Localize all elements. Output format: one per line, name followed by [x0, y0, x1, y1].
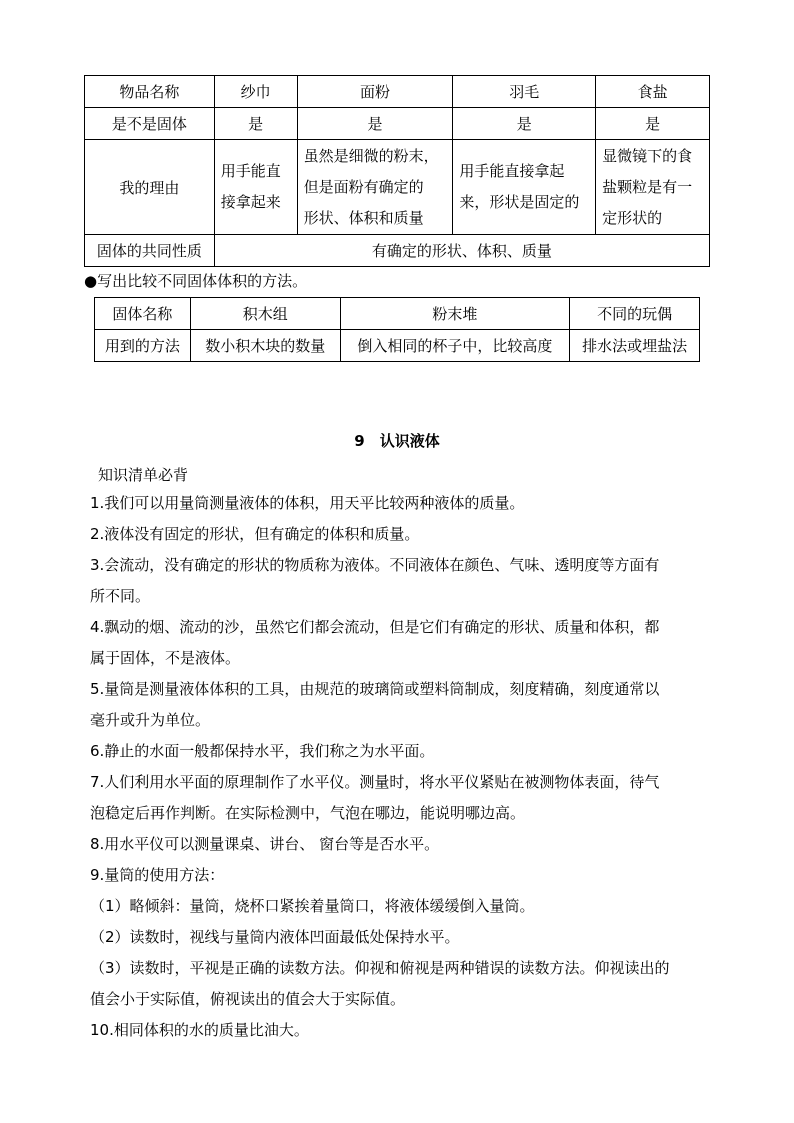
- table-cell: [596, 140, 710, 235]
- list-item: 8.用水平仪可以测量课桌、讲台、 窗台等是否水平。: [90, 835, 440, 853]
- knowledge-list: [90, 488, 705, 1046]
- table-cell: 排水法或埋盐法: [570, 330, 700, 362]
- header-cell: 食盐: [596, 76, 710, 108]
- table-cell: 是: [214, 108, 297, 140]
- table-row: [85, 235, 710, 267]
- list-item: 毫升或升为单位。: [90, 711, 211, 729]
- header-cell: 积木组: [190, 298, 340, 330]
- list-item: 属于固体，不是液体。: [90, 649, 241, 667]
- header-cell: 纱巾: [214, 76, 297, 108]
- table-cell: 数小积木块的数量: [190, 330, 340, 362]
- table-cell: [214, 140, 297, 235]
- section-subtitle: 知识清单必背: [98, 466, 189, 484]
- cell-line: 但是面粉有确定的: [303, 177, 424, 196]
- list-item: （3）读数时，平视是正确的读数方法。仰视和俯视是两种错误的读数方法。仰视读出的: [90, 959, 670, 977]
- table-cell: 是: [297, 108, 453, 140]
- list-item: （2）读数时，视线与量筒内液体凹面最低处保持水平。: [90, 928, 460, 946]
- table-row: [85, 108, 710, 140]
- cell-line: 虽然是细微的粉末，: [303, 146, 439, 165]
- list-item: 10.相同体积的水的质量比油大。: [90, 1021, 309, 1039]
- table-cell: 我的理由: [85, 140, 215, 235]
- cell-line: 接拿起来: [220, 193, 281, 211]
- list-item: 3.会流动，没有确定的形状的物质称为液体。不同液体在颜色、气味、透明度等方面有: [90, 556, 660, 574]
- table-cell: [297, 140, 453, 235]
- table-cell: 是不是固体: [85, 108, 215, 140]
- list-item: 1.我们可以用量筒测量液体的体积，用天平比较两种液体的质量。: [90, 494, 525, 512]
- cell-line: 定形状的: [602, 208, 663, 227]
- list-item: 6.静止的水面一般都保持水平，我们称之为水平面。: [90, 742, 435, 760]
- table-cell: 用到的方法: [95, 330, 191, 362]
- section-title: 9 认识液体: [354, 432, 440, 450]
- header-cell: 不同的玩偶: [570, 298, 700, 330]
- header-cell: 固体名称: [95, 298, 191, 330]
- list-item: 4.飘动的烟、流动的沙，虽然它们都会流动，但是它们有确定的形状、质量和体积，都: [90, 618, 660, 636]
- cell-line: 用手能直: [220, 162, 281, 180]
- list-item: 值会小于实际值，俯视读出的值会大于实际值。: [90, 990, 406, 1008]
- table-cell: 倒入相同的杯子中，比较高度: [340, 330, 570, 362]
- cell-line: 来，形状是固定的: [459, 193, 580, 211]
- list-item: 所不同。: [90, 587, 151, 605]
- cell-line: 形状、体积和质量: [303, 208, 424, 227]
- list-item: 泡稳定后再作判断。在实际检测中，气泡在哪边，能说明哪边高。: [90, 804, 526, 822]
- table-row: [85, 76, 710, 108]
- header-cell: 面粉: [297, 76, 453, 108]
- table-row: [95, 298, 700, 330]
- list-item: 5.量筒是测量液体体积的工具，由规范的玻璃筒或塑料筒制成，刻度精确，刻度通常以: [90, 680, 660, 698]
- list-item: （1）略倾斜：量筒，烧杯口紧挨着量筒口，将液体缓缓倒入量筒。: [90, 897, 535, 915]
- table-cell: 有确定的形状、体积、质量: [214, 235, 709, 267]
- table-row: [85, 140, 710, 235]
- cell-line: 盐颗粒是有一: [602, 177, 693, 196]
- header-cell: 羽毛: [453, 76, 596, 108]
- table-row: [95, 330, 700, 362]
- instruction-text: ●写出比较不同固体体积的方法。: [84, 272, 308, 290]
- table-cell: 固体的共同性质: [85, 235, 215, 267]
- list-item: 7.人们利用水平面的原理制作了水平仪。测量时，将水平仪紧贴在被测物体表面，待气: [90, 773, 660, 791]
- header-cell: 物品名称: [85, 76, 215, 108]
- cell-line: 显微镜下的食: [602, 146, 693, 165]
- list-item: 2.液体没有固定的形状，但有确定的体积和质量。: [90, 525, 420, 543]
- table-cell: 是: [596, 108, 710, 140]
- list-item: 9.量筒的使用方法：: [90, 866, 225, 884]
- volume-methods-table: [94, 297, 700, 362]
- solid-properties-table: [84, 75, 710, 267]
- cell-line: 用手能直接拿起: [459, 162, 565, 180]
- table-cell: 是: [453, 108, 596, 140]
- table-cell: [453, 140, 596, 235]
- header-cell: 粉末堆: [340, 298, 570, 330]
